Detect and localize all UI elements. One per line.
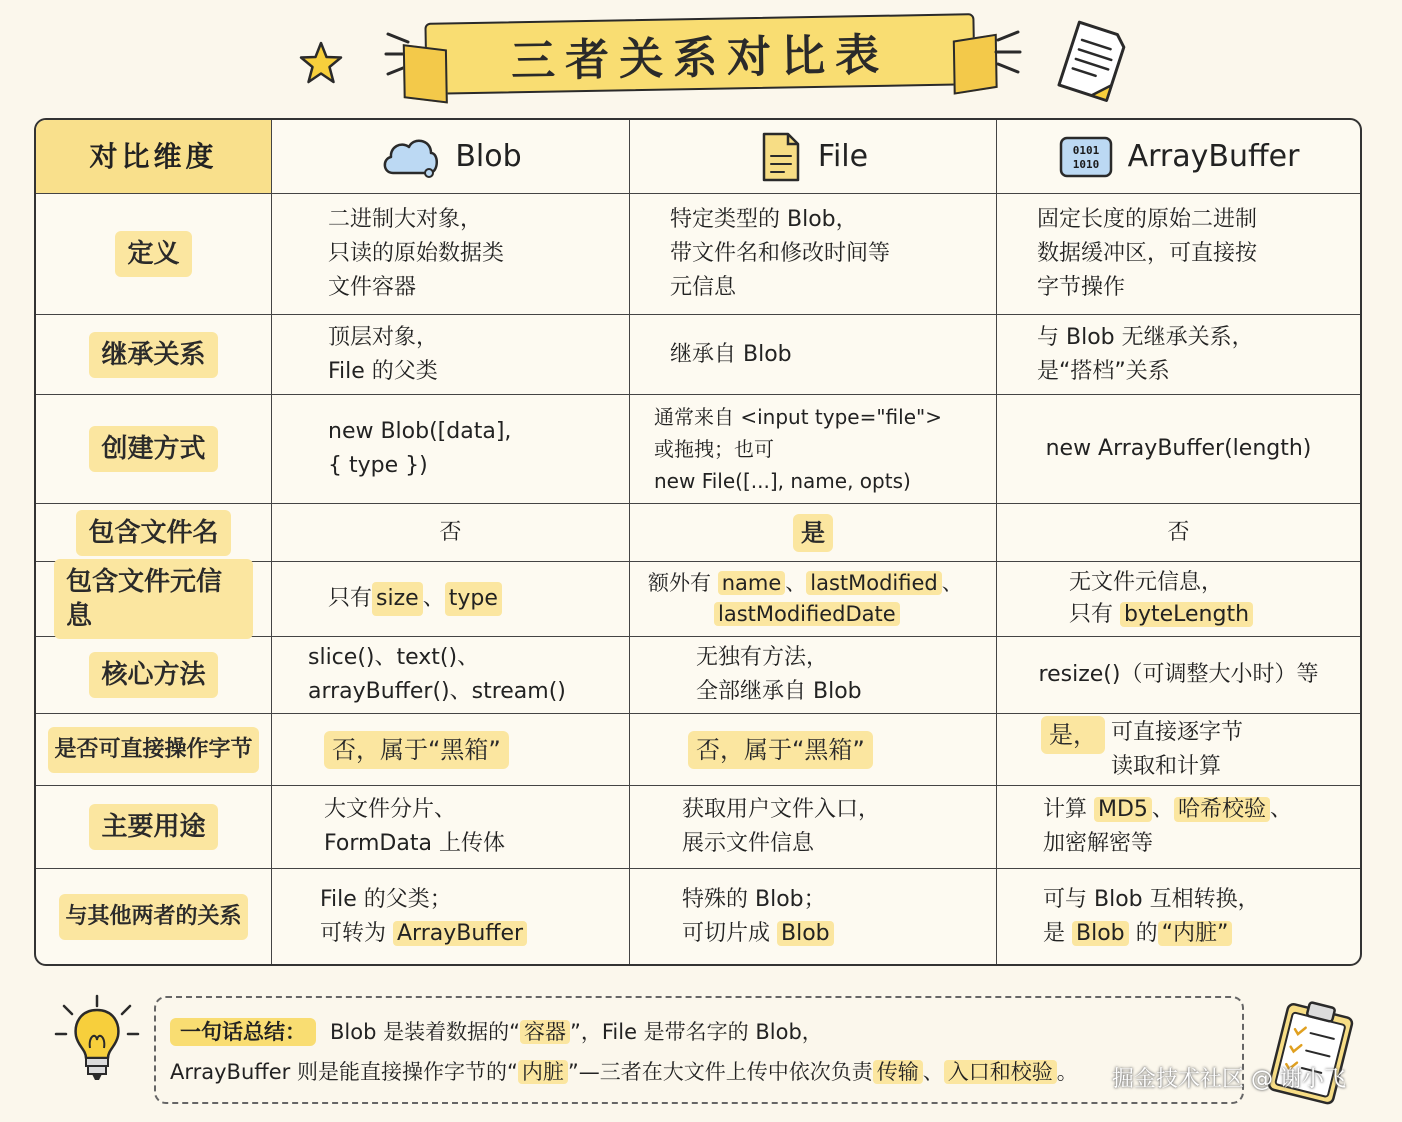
- summary-label: 一句话总结：: [170, 1018, 316, 1046]
- cell-definition-file: 特定类型的 Blob， 带文件名和修改时间等 元信息: [630, 194, 997, 315]
- cell-metadata-arraybuffer: 无文件元信息， 只有 byteLength: [997, 562, 1360, 637]
- column-title-blob: Blob: [455, 138, 522, 174]
- file-icon: [758, 130, 804, 184]
- cell-creation-blob: new Blob([data], { type }): [272, 395, 630, 504]
- cell-methods-arraybuffer: resize()（可调整大小时）等: [997, 637, 1360, 714]
- cell-metadata-blob: 只有 size 、 type: [272, 562, 630, 637]
- summary-line-1: 一句话总结： Blob 是装着数据的“ 容器 ”，File 是带名字的 Blob，: [170, 1012, 1228, 1052]
- page-title: 三者关系对比表: [510, 29, 890, 88]
- cell-metadata-file: 额外有 name 、 lastModified 、 lastModifiedDate: [630, 562, 997, 637]
- watermark: 掘金技术社区 @ 谢小飞: [1112, 1067, 1346, 1092]
- svg-text:1010: 1010: [1072, 157, 1099, 171]
- cell-usage-blob: 大文件分片、 FormData 上传体: [272, 786, 630, 869]
- cell-definition-arraybuffer: 固定长度的原始二进制 数据缓冲区，可直接按 字节操作: [997, 194, 1360, 315]
- cell-relations-file: 特殊的 Blob； 可切片成 Blob: [630, 869, 997, 964]
- row-label-has-filename: 包含文件名: [36, 504, 272, 562]
- row-label-creation: 创建方式: [36, 395, 272, 504]
- cell-has-filename-blob: 否: [272, 504, 630, 562]
- row-label-relations: 与其他两者的关系: [36, 869, 272, 964]
- summary-box: [154, 996, 1244, 1104]
- row-label-definition: 定义: [36, 194, 272, 315]
- cell-inheritance-blob: 顶层对象， File 的父类: [272, 315, 630, 395]
- summary-line-2: ArrayBuffer 则是能直接操作字节的“ 内脏 ”—三者在大文件上传中依次负责 传输 、 入口和校验 。: [170, 1060, 1078, 1084]
- column-header-file: [630, 120, 997, 194]
- svg-text:0101: 0101: [1072, 143, 1099, 157]
- header: [0, 0, 1402, 112]
- cell-byte-access-file: 否，属于“黑箱”: [630, 714, 997, 786]
- corner-label: 对比维度: [89, 139, 218, 173]
- lightbulb-icon: [52, 992, 142, 1084]
- corner-header: [36, 120, 272, 194]
- column-header-blob: [272, 120, 630, 194]
- star-icon: [298, 40, 344, 86]
- cell-methods-file: 无独有方法， 全部继承自 Blob: [630, 637, 997, 714]
- cell-relations-arraybuffer: 可与 Blob 互相转换， 是 Blob 的 “内脏”: [1043, 886, 1260, 946]
- column-header-arraybuffer: [997, 120, 1360, 194]
- cloud-icon: [379, 133, 441, 181]
- title-banner: [424, 13, 975, 95]
- row-label-byte-access: 是否可直接操作字节: [36, 714, 272, 786]
- comparison-table: [34, 118, 1362, 966]
- row-label-inheritance: 继承关系: [36, 315, 272, 395]
- cell-creation-file: 通常来自 <input type="file"> 或拖拽；也可 new File([...], name, opts): [630, 395, 997, 504]
- cell-byte-access-blob: 否，属于“黑箱”: [272, 714, 630, 786]
- row-label-methods: 核心方法: [36, 637, 272, 714]
- cell-usage-arraybuffer: 计算 MD5 、 哈希校验 、 加密解密等: [997, 786, 1360, 869]
- cell-methods-blob: slice()、text()、 arrayBuffer()、stream(): [272, 637, 630, 714]
- cell-has-filename-file: 是: [630, 504, 997, 562]
- column-title-file: File: [817, 138, 869, 174]
- cell-usage-file: 获取用户文件入口， 展示文件信息: [630, 786, 997, 869]
- row-label-metadata: 包含文件元信息: [36, 562, 272, 637]
- cell-byte-access-arraybuffer: 是， 可直接逐字节 读取和计算: [997, 714, 1360, 786]
- row-label-usage: 主要用途: [36, 786, 272, 869]
- cell-definition-blob: 二进制大对象， 只读的原始数据类 文件容器: [272, 194, 630, 315]
- sparkle-lines-right-icon: [990, 22, 1024, 82]
- cell-has-filename-arraybuffer: 否: [997, 504, 1360, 562]
- cell-creation-arraybuffer: new ArrayBuffer(length): [997, 395, 1360, 504]
- cell-inheritance-file: 继承自 Blob: [630, 315, 997, 395]
- column-title-arraybuffer: ArrayBuffer: [1127, 138, 1300, 174]
- binary-icon: [1058, 135, 1114, 179]
- document-note-icon: [1052, 20, 1132, 102]
- cell-inheritance-arraybuffer: 与 Blob 无继承关系， 是“搭档”关系: [997, 315, 1360, 395]
- cell-relations-blob: File 的父类； 可转为 ArrayBuffer: [272, 869, 630, 964]
